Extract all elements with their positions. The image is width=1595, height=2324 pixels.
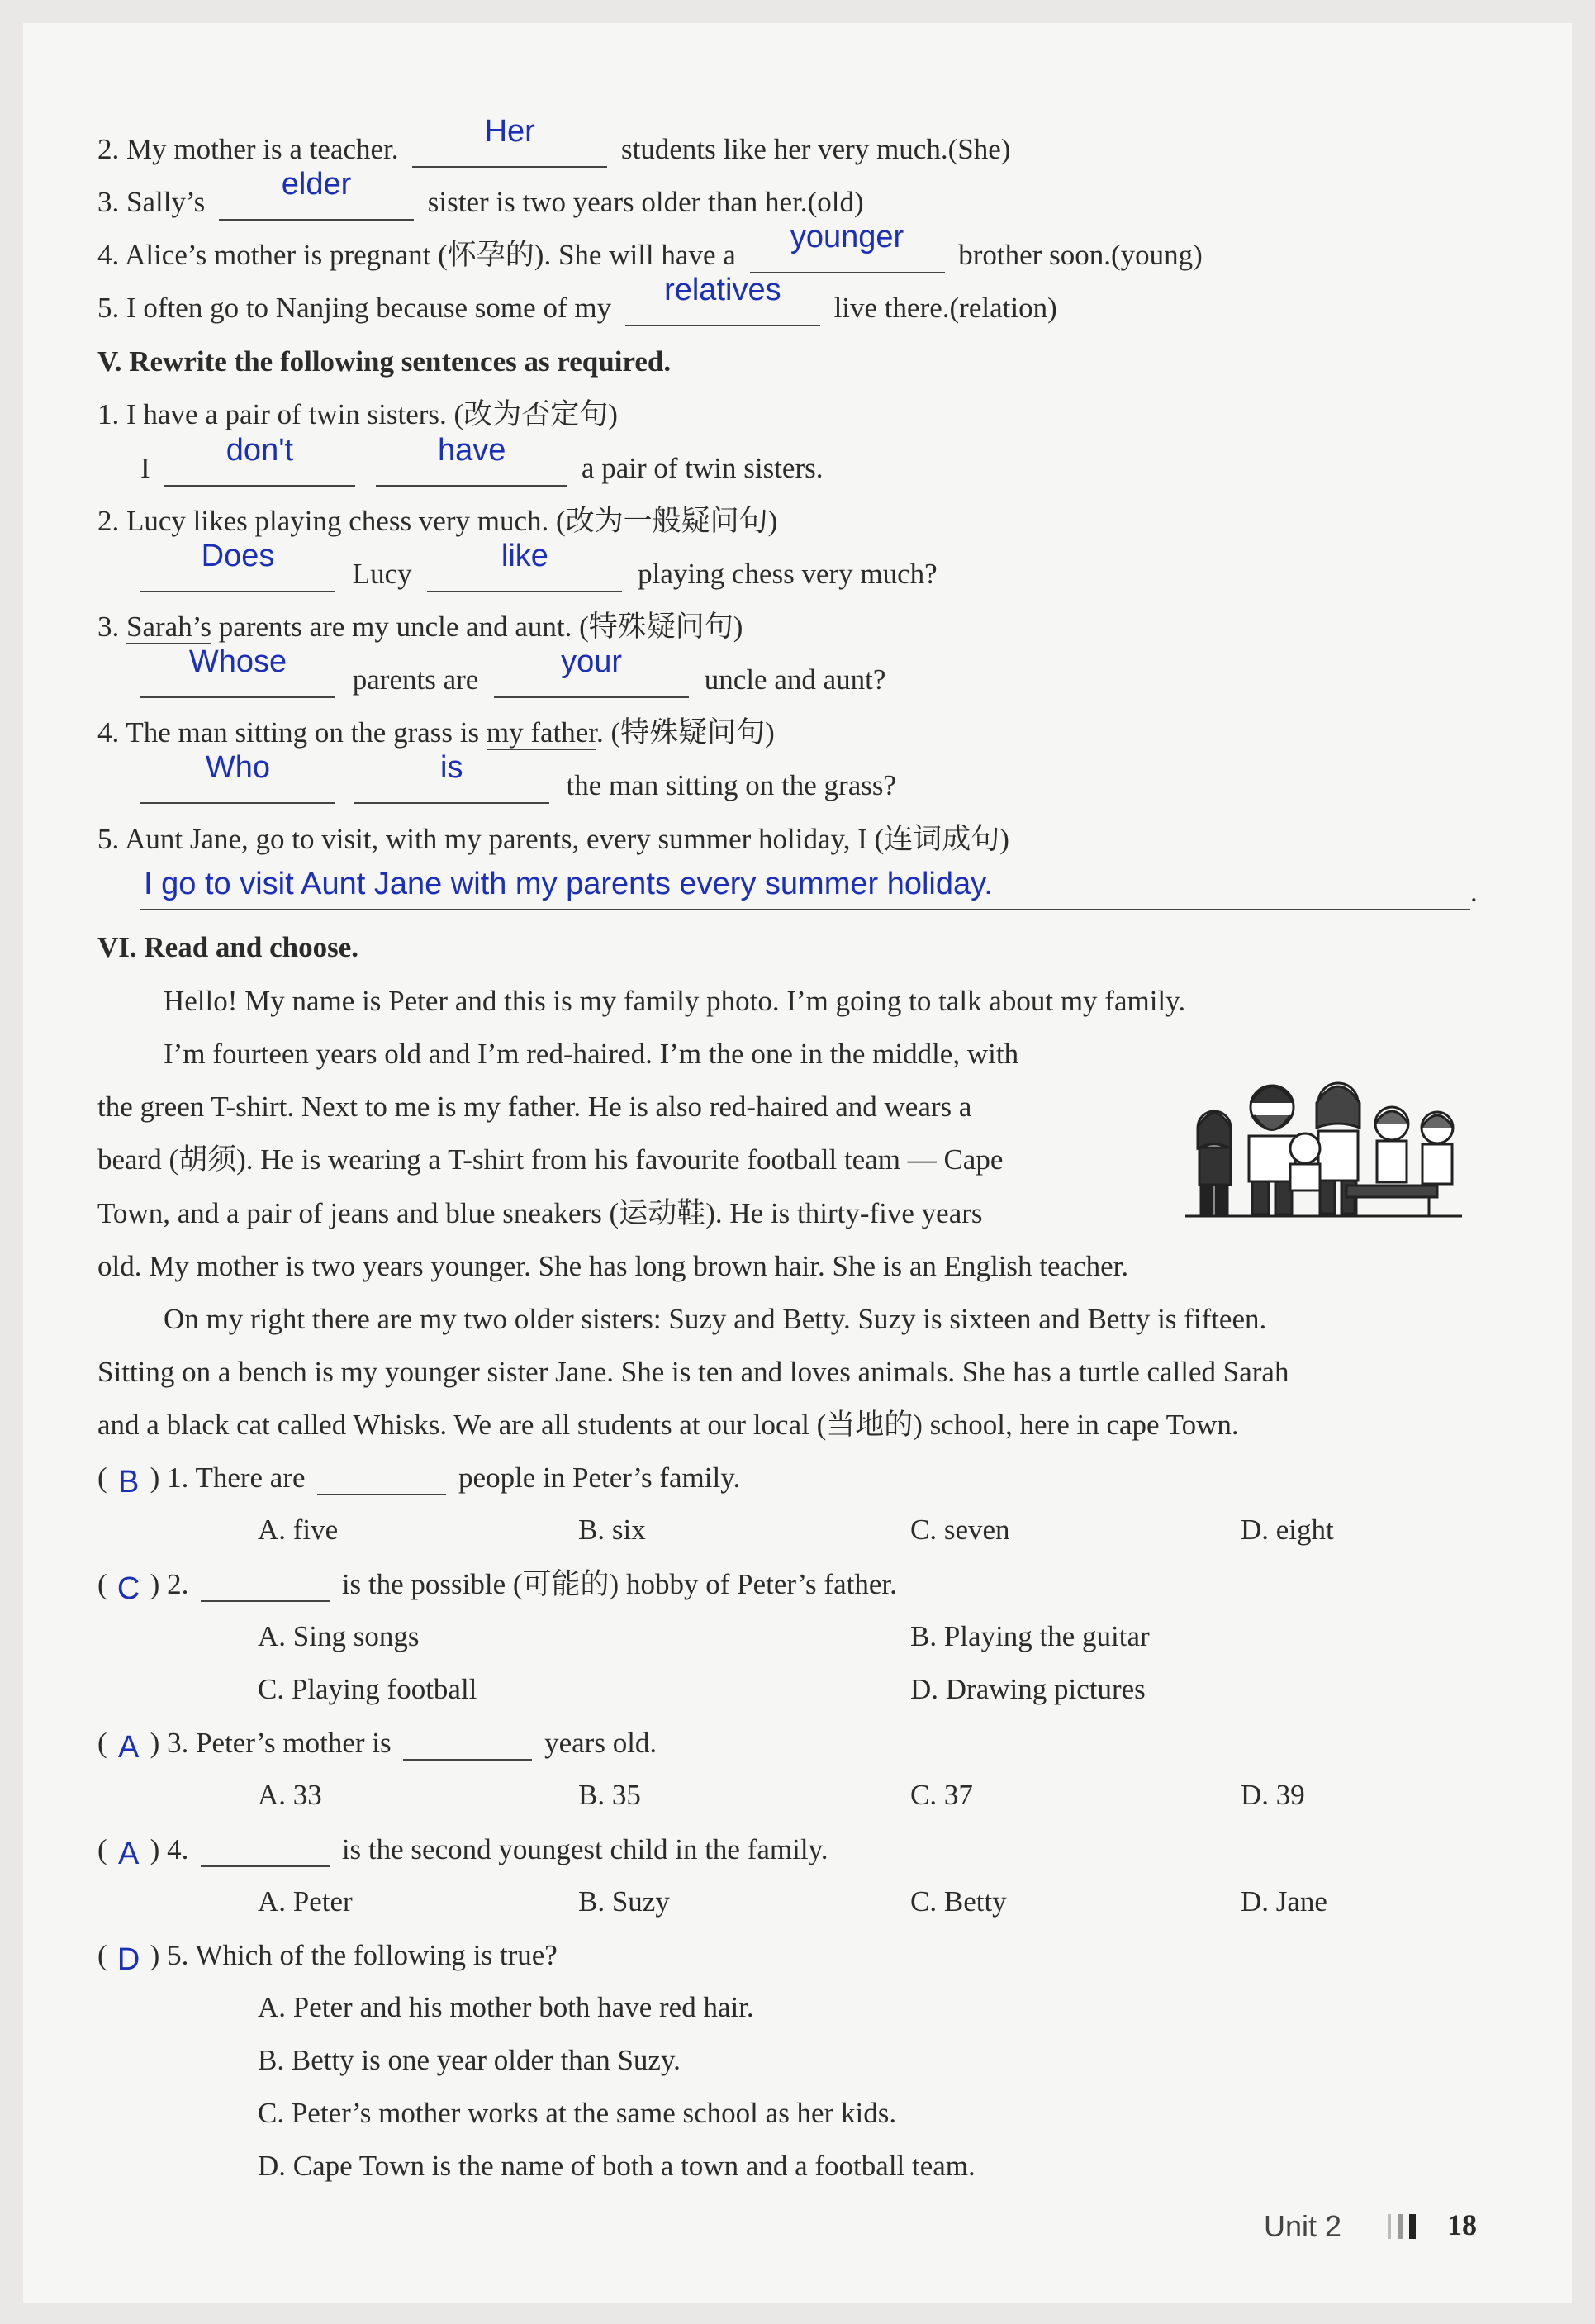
p4-question-2: 2. My mother is a teacher. Her students like her very much.(She) [97,133,1010,168]
mc-answer: A [117,1837,140,1871]
mc-blank [403,1726,532,1761]
passage-line-5: Town, and a pair of jeans and blue sneakers (运动鞋). He is thirty-five years [97,1197,983,1229]
mc-blank [201,1567,330,1602]
mc-question-3: ( A ) 3. Peter’s mother is years old. [97,1727,657,1765]
passage-line-7: On my right there are my two older sisters: Suzy and Betty. Suzy is sixteen and Betty is fifteen. [164,1303,1267,1335]
mc-option: A. Sing songs [258,1620,420,1652]
mc-blank [317,1461,446,1495]
p4-question-3: 3. Sally’s elder sister is two years older than her.(old) [97,186,864,221]
p5-q2-blank-1: Does [140,558,335,592]
p5-q3-prompt: 3. Sarah’s parents are my uncle and aunt. (特殊疑问句) [97,611,743,643]
mc-option: D. eight [1241,1514,1334,1546]
family-photo-illustration [1181,1062,1466,1219]
mc-option: B. 35 [578,1779,641,1811]
mc-option: C. Betty [910,1885,1007,1918]
passage-line-8: Sitting on a bench is my younger sister Jane. She is ten and loves animals. She has a turtle called Sarah [97,1356,1289,1388]
mc-option: B. Betty is one year older than Suzy. [258,2044,681,2076]
mc-option: D. Cape Town is the name of both a town and a football team. [258,2150,976,2182]
p5-q4-prompt: 4. The man sitting on the grass is my father. (特殊疑问句) [97,716,775,749]
mc-option: A. Peter [258,1885,353,1918]
p5-q3-blank-2: your [494,663,689,698]
p5-q4-blank-2: is [354,769,549,804]
passage-line-4: beard (胡须). He is wearing a T-shirt from his favourite football team — Cape [97,1143,1004,1176]
p4-q2-blank: Her [412,133,607,168]
section-v-title: V. Rewrite the following sentences as required. [97,345,672,378]
p5-q4-blank-1: Who [140,769,335,804]
p5-q1-blank-1: don't [164,452,355,487]
passage-line-2: I’m fourteen years old and I’m red-haired. I’m the one in the middle, with [164,1038,1019,1070]
mc-answer: D [116,1942,140,1977]
passage-line-3: the green T-shirt. Next to me is my father. He is also red-haired and wears a [97,1091,972,1123]
mc-option: B. six [578,1514,646,1546]
mc-option: C. 37 [910,1779,973,1811]
footer-bar-1 [1388,2214,1391,2239]
mc-option: D. 39 [1241,1779,1305,1811]
section-vi-title: VI. Read and choose. [97,931,359,963]
p5-q5-answer-line: I go to visit Aunt Jane with my parents every summer holiday. . [140,876,1478,910]
mc-answer: B [117,1465,140,1499]
mc-question-4: ( A ) 4. is the second youngest child in the family. [97,1833,828,1871]
p5-q3-blank-1: Whose [140,663,335,698]
passage-line-6: old. My mother is two years younger. She has long brown hair. She is an English teacher. [97,1250,1129,1282]
p5-q1-blank-2: have [376,452,567,487]
mc-option: A. Peter and his mother both have red hair. [258,1991,754,2023]
mc-option: C. seven [910,1514,1010,1546]
mc-answer: C [116,1571,140,1606]
footer-bar-3 [1409,2214,1416,2239]
mc-question-5: ( D ) 5. Which of the following is true? [97,1939,558,1977]
mc-option: D. Drawing pictures [910,1673,1146,1705]
mc-option: C. Playing football [258,1673,477,1705]
page-number: 18 [1447,2208,1477,2241]
p5-q2-prompt: 2. Lucy likes playing chess very much. (改为一般疑问句) [97,505,778,537]
p5-q1-prompt: 1. I have a pair of twin sisters. (改为否定句) [97,398,618,430]
passage-line-9: and a black cat called Whisks. We are all students at our local (当地的) school, here in cape Town. [97,1409,1239,1441]
mc-option: C. Peter’s mother works at the same school as her kids. [258,2097,897,2129]
mc-option: B. Playing the guitar [910,1620,1150,1652]
p5-q5-blank: I go to visit Aunt Jane with my parents every summer holiday. [140,876,1470,910]
mc-question-2: ( C ) 2. is the possible (可能的) hobby of Peter’s father. [97,1568,897,1606]
p5-q2-answer-line: Does Lucy like playing chess very much? [140,558,938,592]
p4-question-5: 5. I often go to Nanjing because some of my relatives live there.(relation) [97,292,1057,326]
p5-q1-answer-line: I don't have a pair of twin sisters. [140,452,823,487]
mc-option: B. Suzy [578,1885,670,1918]
p4-question-4: 4. Alice’s mother is pregnant (怀孕的). She will have a younger brother soon.(young) [97,239,1203,273]
mc-answer: A [117,1730,140,1765]
p4-q5-blank: relatives [625,292,820,326]
mc-blank [201,1832,330,1867]
p5-q5-prompt: 5. Aunt Jane, go to visit, with my parents, every summer holiday, I (连词成句) [97,823,1009,855]
p5-q2-blank-2: like [427,558,622,592]
footer-bar-2 [1398,2214,1403,2239]
p5-q3-answer-line: Whose parents are your uncle and aunt? [140,663,885,698]
p5-q4-answer-line: Who is the man sitting on the grass? [140,769,896,804]
mc-question-1: ( B ) 1. There are people in Peter’s family. [97,1461,741,1499]
mc-option: A. five [258,1514,339,1546]
mc-option: A. 33 [258,1779,322,1811]
mc-option: D. Jane [1241,1885,1327,1918]
p4-q3-blank: elder [219,186,414,221]
p4-q4-blank: younger [750,239,945,273]
passage-line-1: Hello! My name is Peter and this is my family photo. I’m going to talk about my family. [164,985,1186,1017]
unit-label: Unit 2 [1264,2209,1342,2243]
